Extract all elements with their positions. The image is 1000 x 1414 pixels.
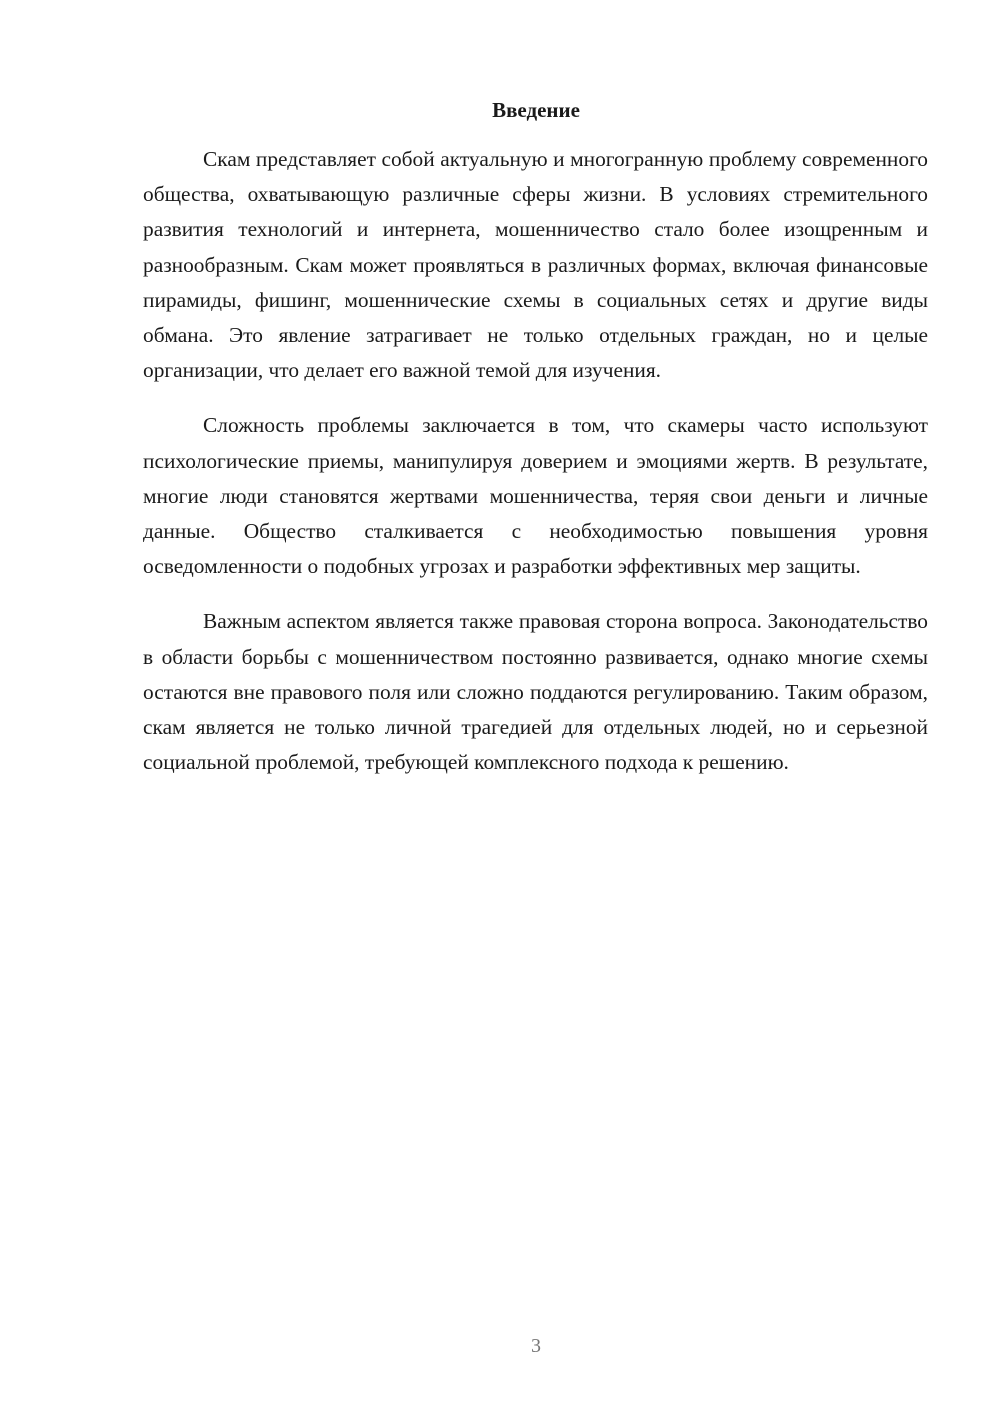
- section-heading: Введение: [492, 98, 580, 122]
- paragraph-1: Скам представляет собой актуальную и многогранную проблему современного общества, охватывающую различные сферы жизни. В условиях стремительного развития технологий и интернета, мошенничество стало более изощренным и разнообразным. Скам может проявляться в различных формах, включая финансовые пирамиды, фишинг, мошеннические схемы в социальных сетях и другие виды обмана. Это явление затрагивает не только отдельных граждан, но и целые организации, что делает его важной темой для изучения.: [143, 147, 928, 383]
- page-number: 3: [531, 1335, 541, 1357]
- paragraph-2: Сложность проблемы заключается в том, что скамеры часто используют психологические приемы, манипулируя доверием и эмоциями жертв. В результате, многие люди становятся жертвами мошенничества, теряя свои деньги и личные данные. Общество сталкивается с необходимостью повышения уровня осведомленности о подобных угрозах и разработки эффективных мер защиты.: [143, 413, 928, 579]
- paragraph-3: Важным аспектом является также правовая сторона вопроса. Законодательство в области борьбы с мошенничеством постоянно развивается, однако многие схемы остаются вне правового поля или сложно поддаются регулированию. Таким образом, скам является не только личной трагедией для отдельных людей, но и серьезной социальной проблемой, требующей комплексного подхода к решению.: [143, 609, 928, 775]
- body-text: [143, 142, 928, 800]
